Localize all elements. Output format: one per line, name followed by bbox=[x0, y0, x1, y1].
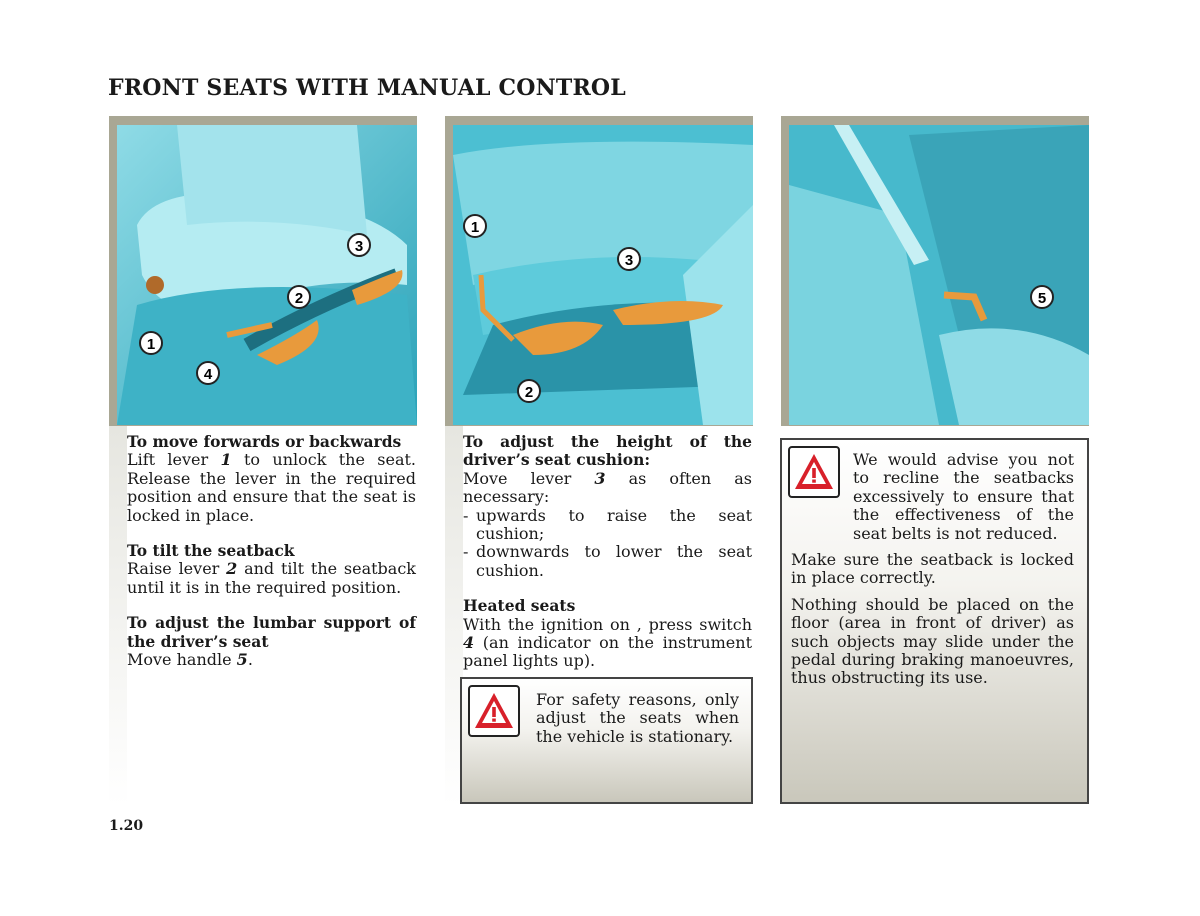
text-tilt-seatback: Raise lever 2 and tilt the seatback until it is in the required position. bbox=[127, 559, 416, 597]
warning-text-column-3 bbox=[791, 451, 1074, 688]
column-1-text bbox=[127, 433, 416, 669]
warning-triangle-icon bbox=[468, 685, 520, 737]
callout-3 bbox=[618, 248, 640, 270]
safety-warning-box bbox=[460, 677, 753, 804]
callout-1 bbox=[464, 215, 486, 237]
list-item: - upwards to raise the seat cushion; bbox=[463, 505, 752, 544]
svg-text:5: 5 bbox=[1037, 290, 1047, 307]
seatback-warning-box bbox=[780, 438, 1089, 804]
text-seat-height: Move lever 3 as often as necessary: bbox=[463, 468, 753, 507]
callout-1 bbox=[140, 332, 162, 354]
page-number: 1.20 bbox=[109, 818, 144, 834]
heading-tilt-seatback: To tilt the seatback bbox=[127, 541, 295, 561]
column-2-text bbox=[463, 433, 752, 671]
photo-lumbar-handle bbox=[781, 116, 1089, 426]
callout-4 bbox=[197, 362, 219, 384]
heading-heated-seats: Heated seats bbox=[463, 596, 576, 616]
callout-2 bbox=[288, 286, 310, 308]
warning-para-floor: Nothing should be placed on the floor (area in front of driver) as such objects may slide under the pedal during braking manoeuvres, thus obstructing its use. bbox=[791, 594, 1074, 688]
text-lumbar-support: Move handle 5. bbox=[127, 650, 253, 670]
svg-text:2: 2 bbox=[294, 290, 304, 307]
callout-5 bbox=[1031, 286, 1053, 308]
warning-para-locked: Make sure the seatback is locked in place correctly. bbox=[791, 550, 1074, 588]
svg-text:1: 1 bbox=[470, 219, 480, 236]
callout-3 bbox=[348, 234, 370, 256]
heading-lumbar-support: To adjust the lumbar support of the driver’s seat bbox=[127, 613, 416, 651]
text-move-forwards: Lift lever 1 to unlock the seat. Release the lever in the required position and ensure that the seat is locked in place. bbox=[127, 450, 417, 525]
column-1-shade bbox=[109, 426, 127, 806]
photo-seat-height-levers bbox=[445, 116, 753, 426]
svg-text:3: 3 bbox=[624, 252, 634, 269]
photo-seat-side-levers bbox=[109, 116, 417, 426]
callout-2 bbox=[518, 380, 540, 402]
page-title: FRONT SEATS WITH MANUAL CONTROL bbox=[108, 75, 626, 101]
warning-text-stationary: For safety reasons, only adjust the seats when the vehicle is stationary. bbox=[536, 690, 739, 746]
warning-para-recline: We would advise you not to recline the seatbacks excessively to ensure that the effectiveness of the seat belts is not reduced. bbox=[853, 450, 1074, 543]
heading-move-forwards: To move forwards or backwards bbox=[127, 432, 402, 451]
text-heated-seats: With the ignition on , press switch 4 (an indicator on the instrument panel lights up). bbox=[463, 614, 752, 671]
svg-text:3: 3 bbox=[354, 238, 364, 255]
heading-seat-height: To adjust the height of the driver’s seat cushion: bbox=[463, 432, 752, 470]
svg-text:1: 1 bbox=[146, 336, 156, 353]
svg-text:2: 2 bbox=[524, 384, 534, 401]
svg-text:4: 4 bbox=[203, 366, 213, 383]
list-item: - downwards to lower the seat cushion. bbox=[463, 542, 752, 580]
